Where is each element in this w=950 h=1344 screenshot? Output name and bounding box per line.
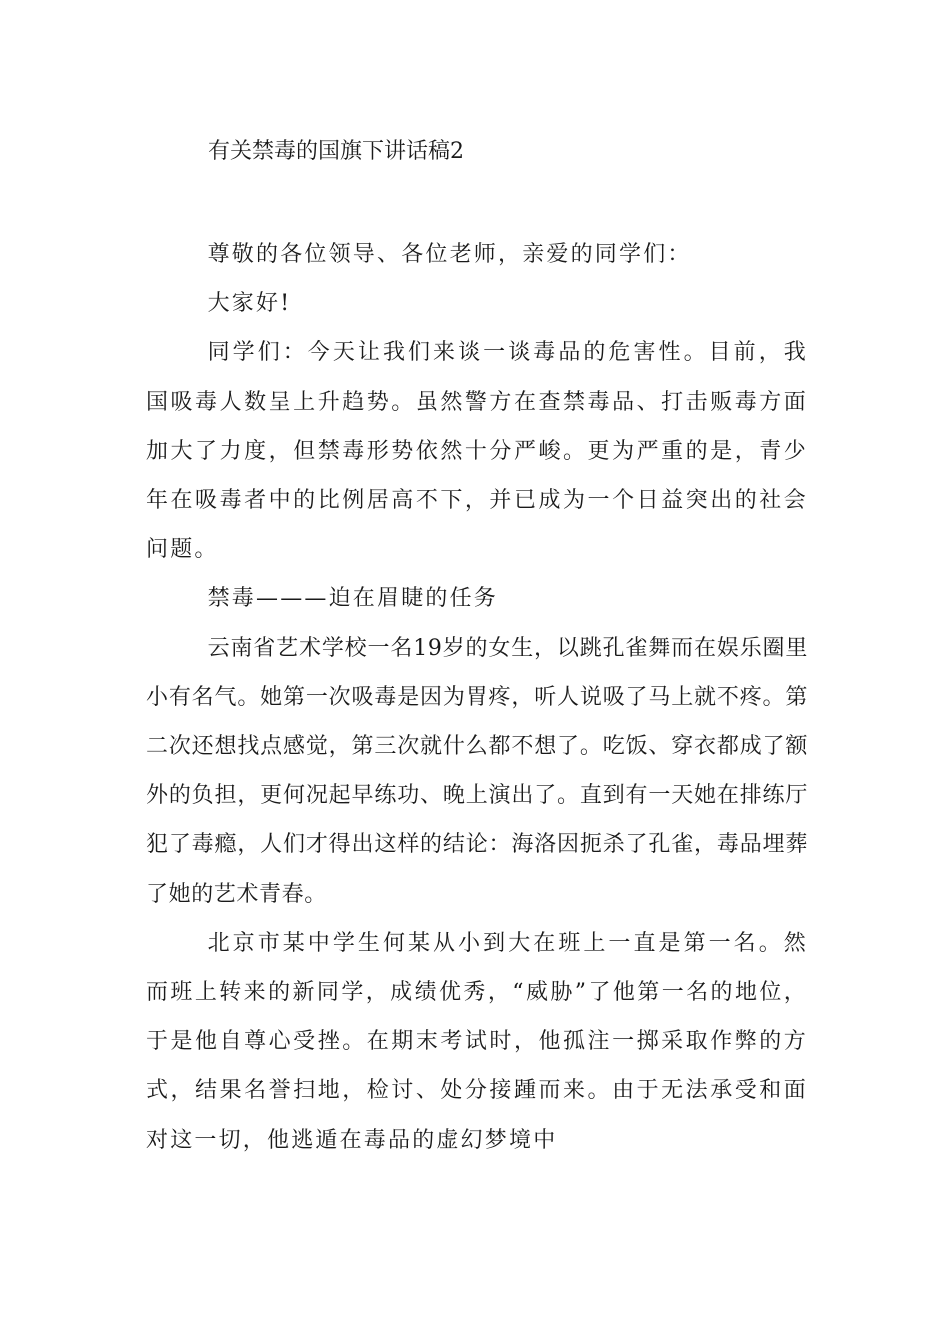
paragraph-beijing-case: 北京市某中学生何某从小到大在班上一直是第一名。然而班上转来的新同学，成绩优秀，“威胁”了他第一名的地位，于是他自尊心受挫。在期末考试时，他孤注一掷采取作弊的方式，结果名誉扫地，检讨、处分接踵而来。由于无法承受和面对这一切，他逃遁在毒品的虚幻梦境中 [146,930,808,1153]
paragraph-salutation: 尊敬的各位领导、各位老师，亲爱的同学们： [207,242,692,267]
paragraph-intro: 同学们：今天让我们来谈一谈毒品的危害性。目前，我国吸毒人数呈上升趋势。虽然警方在查禁毒品、打击贩毒方面加大了力度，但禁毒形势依然十分严峻。更为严重的是，青少年在吸毒者中的比例居高不下，并已成为一个日益突出的社会问题。 [146,340,808,563]
document-body [146,230,808,1165]
paragraph-greeting: 大家好! [207,291,292,317]
paragraph-yunnan-case: 云南省艺术学校一名19岁的女生，以跳孔雀舞而在娱乐圈里小有名气。她第一次吸毒是因为胃疼，听人说吸了马上就不疼。第二次还想找点感觉，第三次就什么都不想了。吃饭、穿衣都成了额外的负担，更何况起早练功、晚上演出了。直到有一天她在排练厅犯了毒瘾，人们才得出这样的结论：海洛因扼杀了孔雀，毒品埋葬了她的艺术青春。 [146,635,808,907]
document-title: 有关禁毒的国旗下讲话稿2 [208,139,464,164]
paragraph-section-heading: 禁毒———迫在眉睫的任务 [207,586,498,612]
